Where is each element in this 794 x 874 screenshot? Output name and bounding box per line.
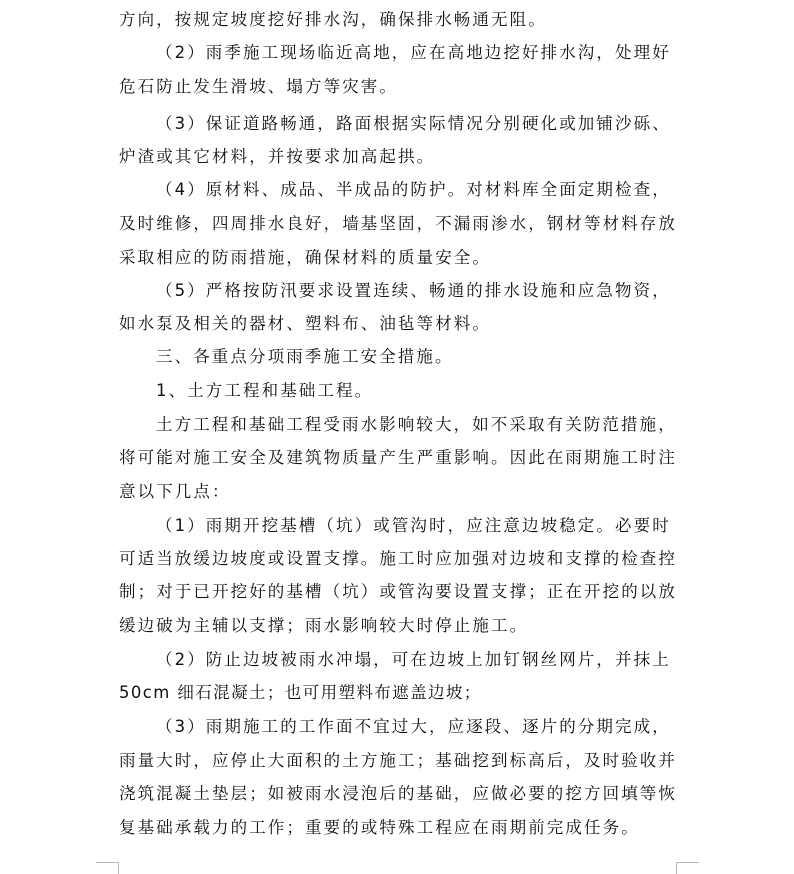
text-line: 炉渣或其它材料，并按要求加高起拱。 [119, 147, 436, 166]
text-line: 50cm 细石混凝土；也可用塑料布遮盖边坡； [119, 683, 482, 702]
page-corner-mark-right [676, 862, 699, 874]
text-line: （2）防止边坡被雨水冲塌，可在边坡上加钉钢丝网片，并抹上 [156, 650, 671, 669]
subsection-heading: 1、土方工程和基础工程。 [156, 381, 374, 400]
text-line: （1）雨期开挖基槽（坑）或管沟时，应注意边坡稳定。必要时 [156, 516, 671, 535]
text-line: 方向，按规定坡度挖好排水沟，确保排水畅通无阻。 [119, 10, 547, 29]
text-line: 如水泵及相关的器材、塑料布、油毡等材料。 [119, 314, 491, 333]
text-line: 采取相应的防雨措施，确保材料的质量安全。 [119, 248, 491, 267]
text-line: （5）严格按防汛要求设置连续、畅通的排水设施和应急物资， [156, 281, 671, 300]
text-line: 浇筑混凝土垫层；如被雨水浸泡后的基础，应做必要的挖方回填等恢 [119, 784, 677, 803]
page-corner-mark-left [96, 862, 119, 874]
text-line: 危石防止发生滑坡、塌方等灾害。 [119, 77, 398, 96]
text-line: （3）雨期施工的工作面不宜过大，应逐段、逐片的分期完成， [156, 717, 671, 736]
text-line: 制；对于已开挖好的基槽（坑）或管沟要设置支撑；正在开挖的以放 [119, 582, 677, 601]
text-line: 雨量大时，应停止大面积的土方施工；基础挖到标高后，及时验收并 [119, 751, 677, 770]
text-line: （3）保证道路畅通，路面根据实际情况分别硬化或加铺沙砾、 [156, 114, 671, 133]
text-line: （2）雨季施工现场临近高地，应在高地边挖好排水沟，处理好 [156, 43, 671, 62]
text-line: （4）原材料、成品、半成品的防护。对材料库全面定期检查， [156, 180, 671, 199]
text-line: 及时维修，四周排水良好，墙基坚固，不漏雨渗水，钢材等材料存放 [119, 214, 677, 233]
section-heading: 三、各重点分项雨季施工安全措施。 [156, 347, 454, 366]
text-line: 可适当放缓边坡度或设置支撑。施工时应加强对边坡和支撑的检查控 [119, 549, 677, 568]
text-line: 将可能对施工安全及建筑物质量产生严重影响。因此在雨期施工时注 [119, 448, 677, 467]
text-line: 土方工程和基础工程受雨水影响较大，如不采取有关防范措施， [156, 415, 677, 434]
text-line: 意以下几点： [119, 482, 231, 501]
text-line: 缓边破为主辅以支撑；雨水影响较大时停止施工。 [119, 616, 529, 635]
text-line: 复基础承载力的工作；重要的或特殊工程应在雨期前完成任务。 [119, 818, 640, 837]
